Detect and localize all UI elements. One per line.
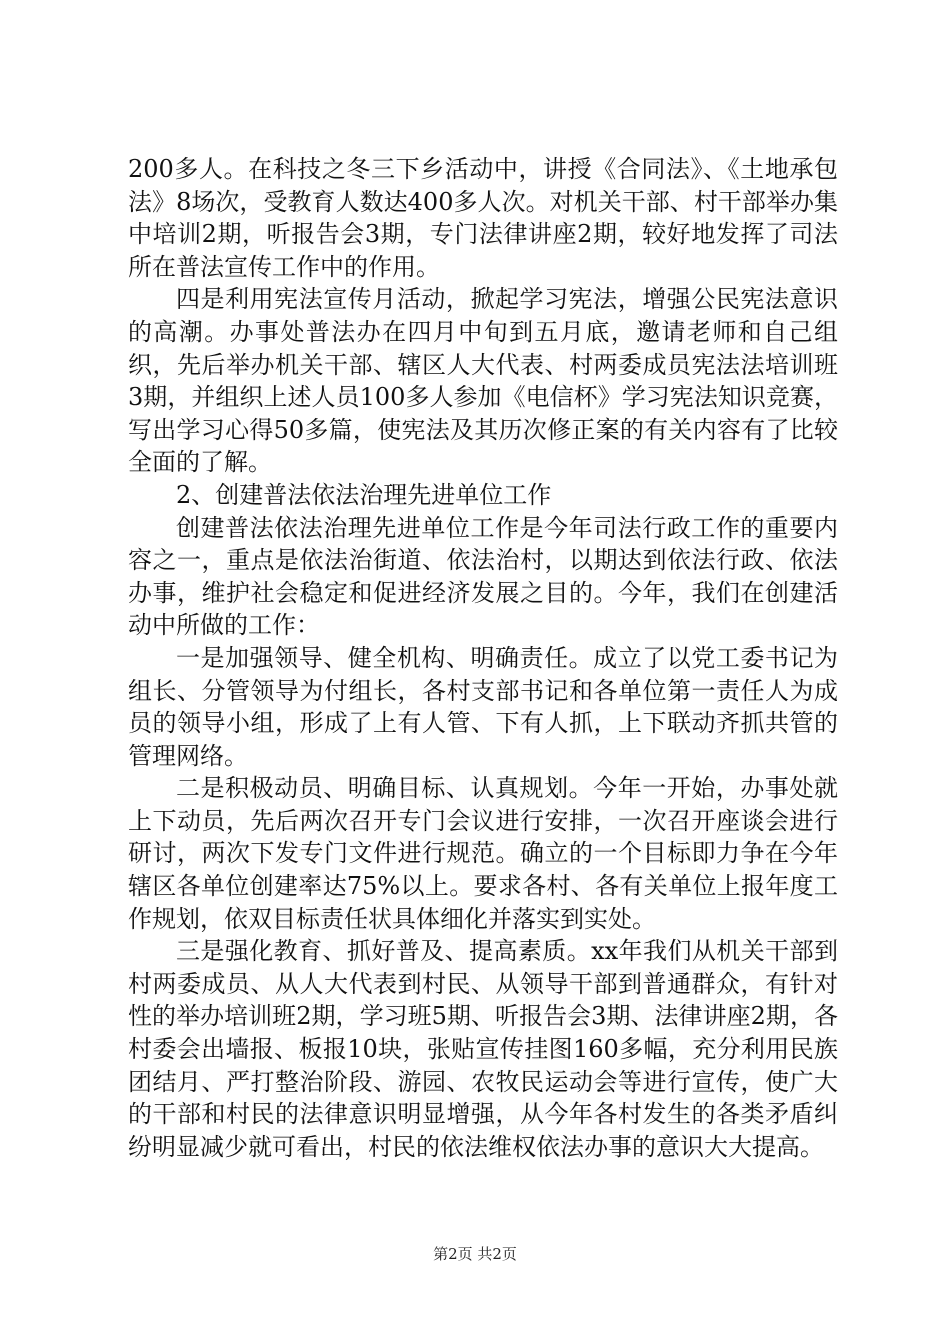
document-body: [128, 153, 838, 1163]
paragraph-section-intro: 创建普法依法治理先进单位工作是今年司法行政工作的重要内容之一，重点是依法治街道、依法治村，以期达到依法行政、依法办事，维护社会稳定和促进经济发展之目的。今年，我们在创建活动中所做的工作：: [128, 513, 838, 640]
paragraph-mobilization: 二是积极动员、明确目标、认真规划。今年一开始，办事处就上下动员，先后两次召开专门会议进行安排，一次召开座谈会进行研讨，两次下发专门文件进行规范。确立的一个目标即力争在今年辖区各单位创建率达75%以上。要求各村、各有关单位上报年度工作规划，依双目标责任状具体细化并落实到实处。: [128, 774, 838, 933]
paragraph-constitution-month: 四是利用宪法宣传月活动，掀起学习宪法，增强公民宪法意识的高潮。办事处普法办在四月中旬到五月底，邀请老师和自己组织，先后举办机关干部、辖区人大代表、村两委成员宪法法培训班3期，并组织上述人员100多人参加《电信杯》学习宪法知识竞赛，写出学习心得50多篇，使宪法及其历次修正案的有关内容有了比较全面的了解。: [128, 285, 838, 477]
paragraph-continuation: 200多人。在科技之冬三下乡活动中，讲授《合同法》、《土地承包法》8场次，受教育人数达400多人次。对机关干部、村干部举办集中培训2期，听报告会3期，专门法律讲座2期，较好地发挥了司法所在普法宣传工作中的作用。: [128, 155, 838, 281]
section-heading: 2、创建普法依法治理先进单位工作: [176, 480, 552, 509]
paragraph-education: 三是强化教育、抓好普及、提高素质。xx年我们从机关干部到村两委成员、从人大代表到村民、从领导干部到普通群众，有针对性的举办培训班2期，学习班5期、听报告会3期、法律讲座2期，各村委会出墙报、板报10块，张贴宣传挂图160多幅，充分利用民族团结月、严打整治阶段、游园、农牧民运动会等进行宣传，使广大的干部和村民的法律意识明显增强，从今年各村发生的各类矛盾纠纷明显减少就可看出，村民的依法维权依法办事的意识大大提高。: [128, 937, 838, 1161]
page-footer: 第2页 共2页: [433, 1245, 517, 1263]
paragraph-leadership: 一是加强领导、健全机构、明确责任。成立了以党工委书记为组长、分管领导为付组长，各村支部书记和各单位第一责任人为成员的领导小组，形成了上有人管、下有人抓，上下联动齐抓共管的管理网络。: [128, 643, 838, 770]
